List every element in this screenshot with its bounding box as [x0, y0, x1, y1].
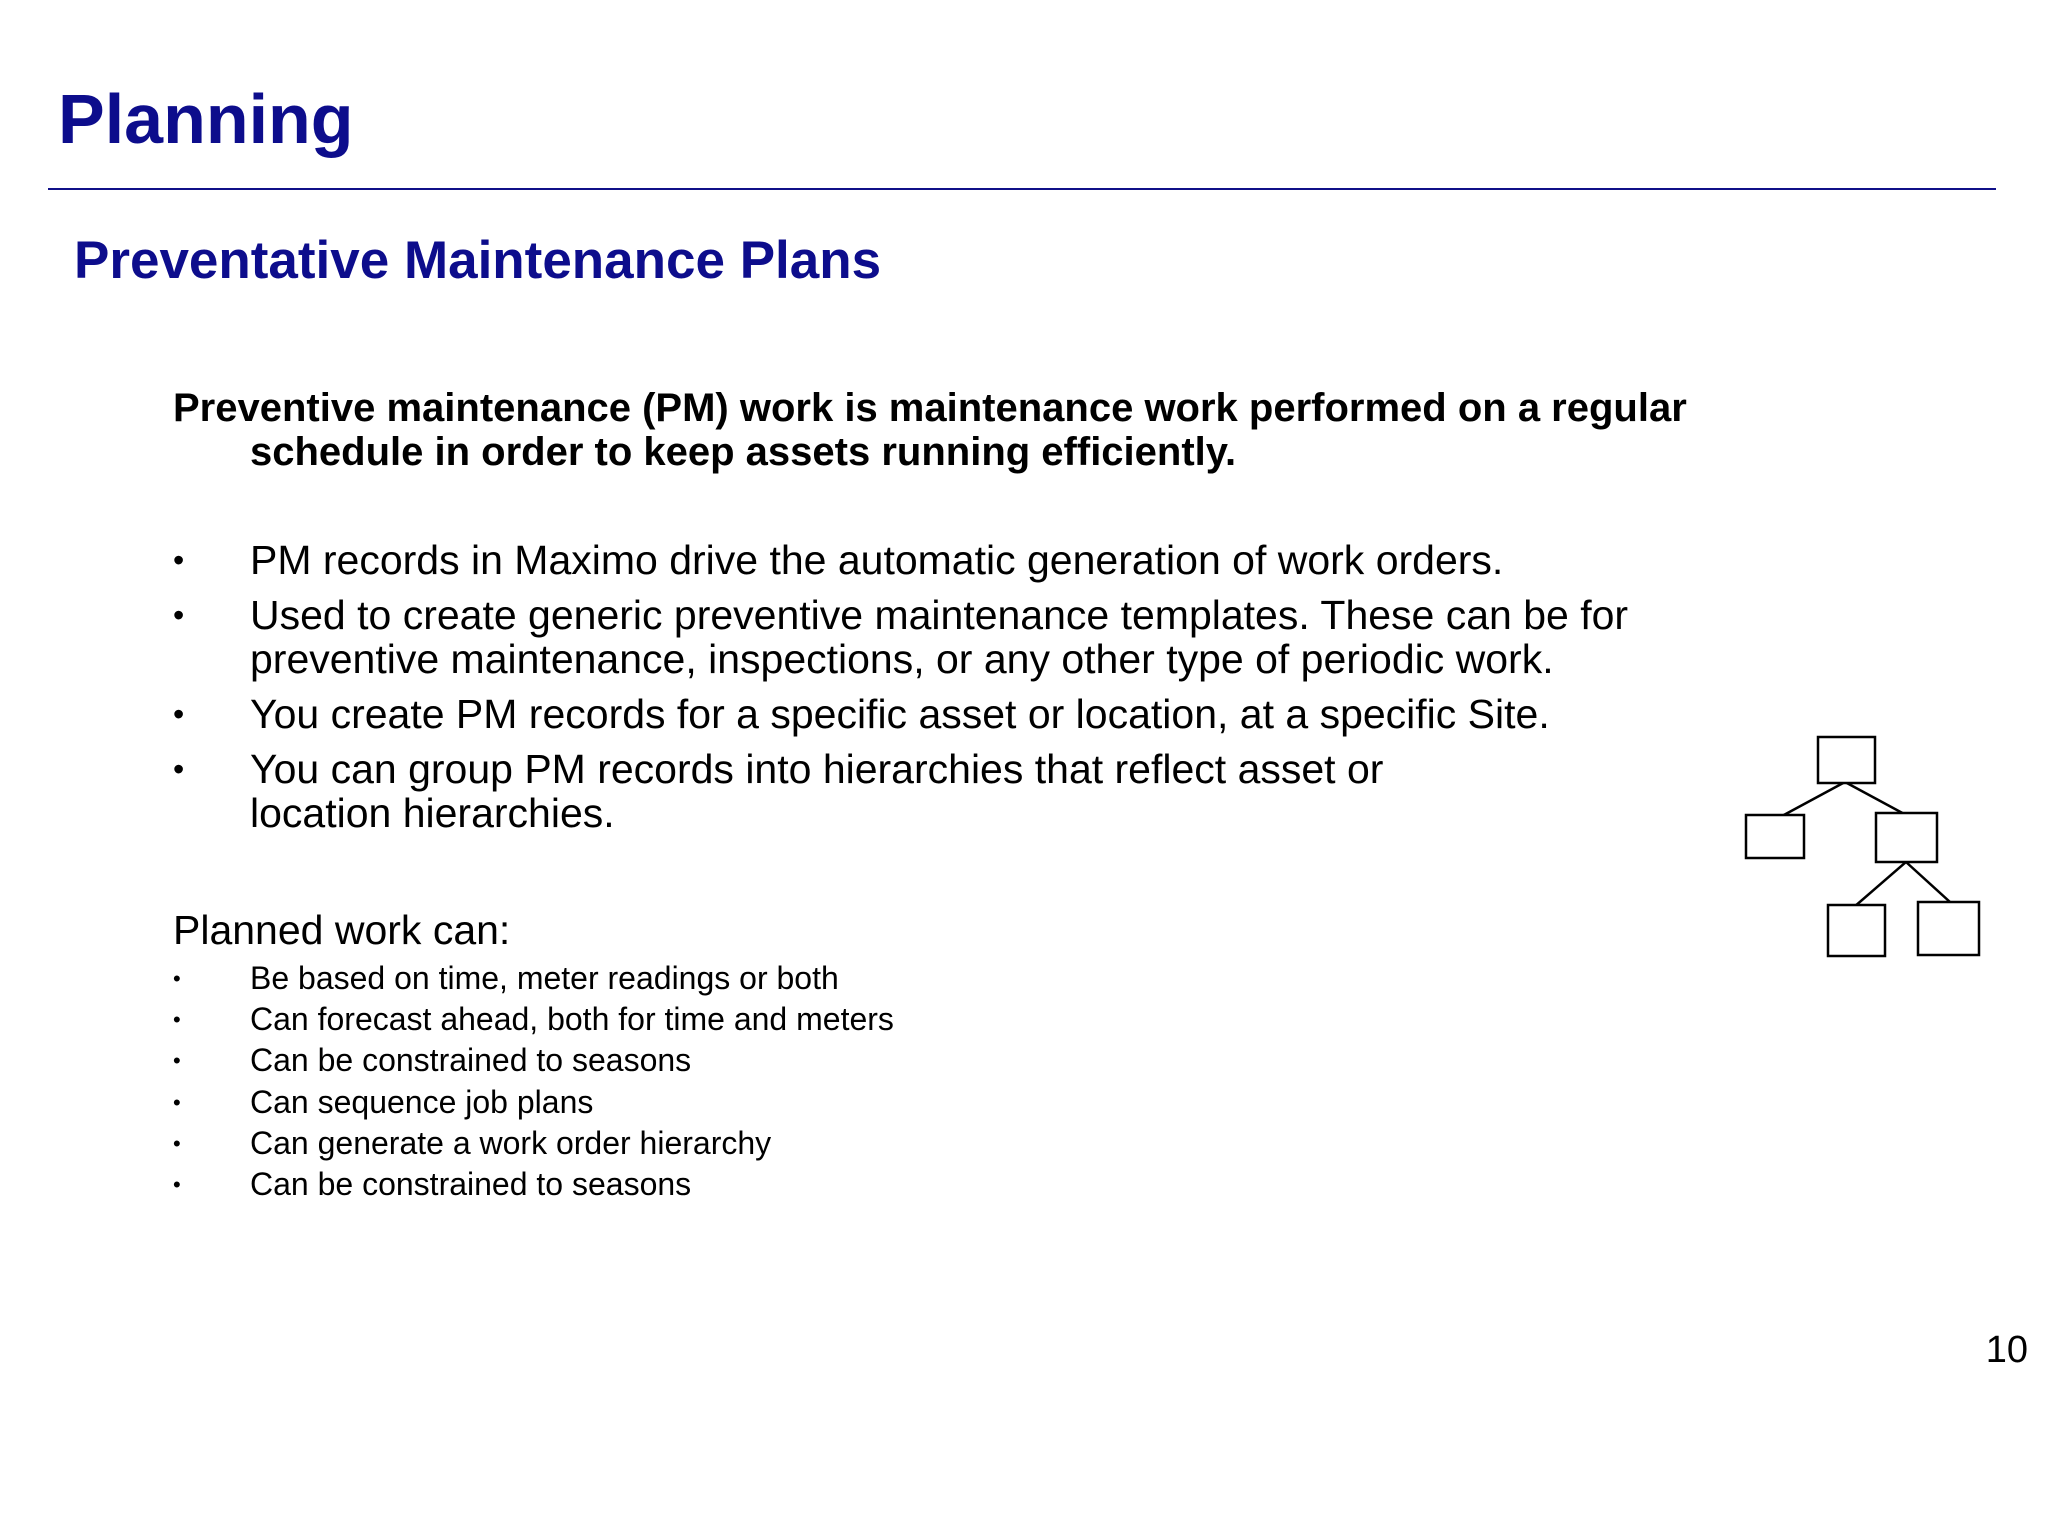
tree-connector [1854, 862, 1906, 907]
hierarchy-tree-icon [1740, 730, 2000, 970]
tree-connector [1845, 782, 1908, 816]
tree-child-node [1876, 813, 1937, 862]
list-item [173, 692, 1793, 736]
bullet-marker: • [173, 966, 181, 991]
intro-paragraph: Preventive maintenance (PM) work is maintenance work performed on a regular schedule in order to keep assets running efficiently. [173, 386, 1687, 474]
planned-work-heading: Planned work can: [173, 907, 511, 953]
bullet-marker: • [173, 751, 185, 787]
tree-child-node [1746, 815, 1804, 858]
list-item [173, 999, 1373, 1040]
bullet-marker: • [173, 1007, 181, 1033]
tree-connector [1782, 782, 1845, 816]
tree-leaf-node [1828, 905, 1885, 956]
bullet-marker: • [173, 1172, 181, 1198]
list-item [173, 1164, 1373, 1205]
bullet-marker: • [173, 597, 185, 633]
tree-root-node [1818, 737, 1875, 783]
list-item [173, 1123, 1373, 1164]
list-item-text: Can be constrained to seasons [250, 1042, 692, 1079]
list-item [173, 538, 1793, 582]
list-item-text: Can forecast ahead, both for time and meters [250, 1001, 894, 1038]
list-item-text: Can generate a work order hierarchy [250, 1124, 772, 1161]
list-item-text: Be based on time, meter readings or both [250, 960, 839, 996]
title-divider [48, 188, 1996, 190]
bullet-marker: • [173, 1089, 181, 1115]
list-item [173, 593, 1793, 681]
list-item [173, 958, 1373, 999]
planned-bullet-list [173, 958, 1373, 1205]
bullet-marker: • [173, 1048, 181, 1074]
tree-connector [1906, 862, 1950, 902]
list-item [173, 1082, 1373, 1123]
section-subtitle: Preventative Maintenance Plans [74, 231, 882, 290]
bullet-marker: • [173, 542, 185, 578]
tree-leaf-node [1918, 902, 1979, 955]
list-item [173, 1040, 1373, 1081]
list-item-text: Used to create generic preventive maintenance templates. These can be for preventive maintenance, inspections, or any other type of periodic work. [250, 592, 1629, 682]
list-item [173, 747, 1793, 835]
list-item-text: Can sequence job plans [250, 1083, 594, 1120]
page-title: Planning [58, 80, 354, 158]
list-item-text: PM records in Maximo drive the automatic generation of work orders. [250, 537, 1504, 583]
list-item-text: You can group PM records into hierarchies that reflect asset or location hierarchies. [250, 746, 1384, 836]
bullet-marker: • [173, 696, 185, 732]
main-bullet-list [173, 538, 1793, 846]
page-number: 10 [1985, 1329, 2028, 1371]
bullet-marker: • [173, 1130, 181, 1156]
list-item-text: Can be constrained to seasons [250, 1166, 692, 1203]
list-item-text: You create PM records for a specific asset or location, at a specific Site. [250, 691, 1550, 737]
